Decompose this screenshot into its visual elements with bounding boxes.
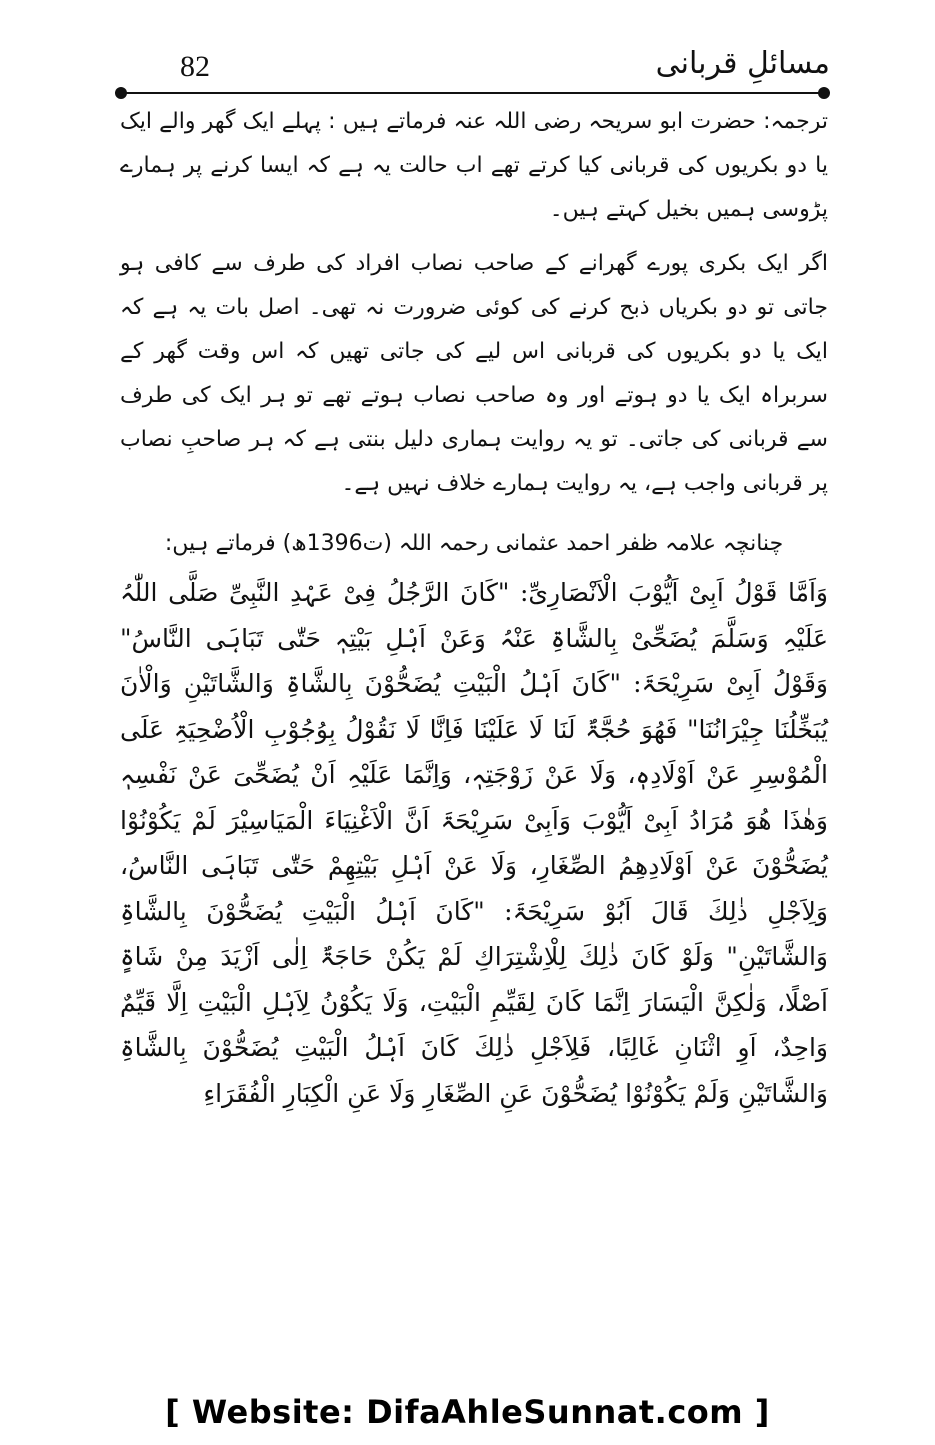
citation-intro: چنانچہ علامہ ظفر احمد عثمانی رحمہ اللہ (ت1396ھ) فرماتے ہیں: xyxy=(164,531,784,556)
rule-line xyxy=(121,92,824,94)
page-header xyxy=(115,42,830,98)
arabic-quote: وَاَمَّا قَوْلُ اَبِیْ اَیُّوْبَ الْاَنْصَارِیِّ: "کَانَ الرَّجُلُ فِیْ عَہْدِ النَّبِیِّ صَلَّی اللّٰہُ عَلَیْہِ وَسَلَّمَ یُضَحِّیْ بِالشَّاۃِ عَنْہُ وَعَنْ اَہْلِ بَیْتِہٖ حَتّٰی تَبَاہَی النَّاسُ" وَقَوْلُ اَبِیْ سَرِیْحَۃَ: "کَانَ اَہْلُ الْبَیْتِ یُضَحُّوْنَ بِالشَّاۃِ وَالشَّاتَیْنِ وَالْاٰنَ یُبَخِّلُنَا جِیْرَانُنَا" فَھُوَ حُجَّۃٌ لَنَا لَا عَلَیْنَا فَاِنَّا لَا نَقُوْلُ بِوُجُوْبِ الْاُضْحِیَۃِ عَلَی الْمُوْسِرِ عَنْ اَوْلَادِہٖ، وَلَا عَنْ زَوْجَتِہٖ، وَاِنَّمَا عَلَیْہِ اَنْ یُضَحِّیَ عَنْ نَفْسِہٖ وَھٰذَا ھُوَ مُرَادُ اَبِیْ اَیُّوْبَ وَاَبِیْ سَرِیْحَۃَ اَنَّ الْاَغْنِیَاءَ الْمَیَاسِیْرَ لَمْ یَکُوْنُوْا یُضَحُّوْنَ عَنْ اَوْلَادِھِمُ الصِّغَارِ، وَلَا عَنْ اَہْلِ بَیْتِھِمْ حَتّٰی تَبَاہَی النَّاسُ، وَلِاَجْلِ ذٰلِكَ قَالَ اَبُوْ سَرِیْحَۃَ: "کَانَ اَہْلُ الْبَیْتِ یُضَحُّوْنَ بِالشَّاۃِ وَالشَّاتَیْنِ" وَلَوْ کَانَ ذٰلِكَ لِلْاِشْتِرَاكِ لَمْ یَکُنْ حَاجَۃٌ اِلٰی اَزْیَدَ مِنْ شَاۃٍ اَصْلًا، وَلٰکِنَّ الْیَسَارَ اِنَّمَا کَانَ لِقَیِّمِ الْبَیْتِ، وَلَا یَکُوْنُ لِاَہْلِ الْبَیْتِ اِلَّا قَیِّمٌ وَاحِدٌ، اَوِ اثْنَانِ غَالِبًا، فَلِاَجْلِ ذٰلِكَ کَانَ اَہْلُ الْبَیْتِ یُضَحُّوْنَ بِالشَّاۃِ وَالشَّاتَیْنِ وَلَمْ یَکُوْنُوْا یُضَحُّوْنَ عَنِ الصِّغَارِ وَلَا عَنِ الْکِبَارِ الْفُقَرَاءِ xyxy=(120,578,828,1108)
book-title: مسائلِ قربانی xyxy=(655,46,830,81)
rule-dot-right xyxy=(818,87,830,99)
page-content xyxy=(120,100,828,1116)
explanation-paragraph: اگر ایک بکری پورے گھرانے کے صاحب نصاب افراد کی طرف سے کافی ہو جاتی تو دو بکریاں ذبح کرنے کی کوئی ضرورت نہ تھی۔ اصل بات یہ ہے کہ ایک یا دو بکریوں کی قربانی اس لیے کی جاتی تھیں کہ اس وقت گھر کے سربراہ ایک یا دو ہوتے اور وہ صاحب نصاب ہوتے تھے تو ہر ایک کی طرف سے قربانی کی جاتی۔ تو یہ روایت ہماری دلیل بنتی ہے کہ ہر صاحبِ نصاب پر قربانی واجب ہے، یہ روایت ہمارے خلاف نہیں ہے۔ xyxy=(120,251,828,496)
header-rule xyxy=(115,86,830,100)
page-number: 82 xyxy=(180,50,210,83)
translation-paragraph: ترجمہ: حضرت ابو سریحہ رضی اللہ عنہ فرماتے ہیں : پہلے ایک گھر والے ایک یا دو بکریوں کی قربانی کیا کرتے تھے اب حالت یہ ہے کہ ایسا کرنے پر ہمارے پڑوسی ہمیں بخیل کہتے ہیں۔ xyxy=(120,109,828,222)
website-footer: [ Website: DifaAhleSunnat.com ] xyxy=(165,1393,770,1431)
